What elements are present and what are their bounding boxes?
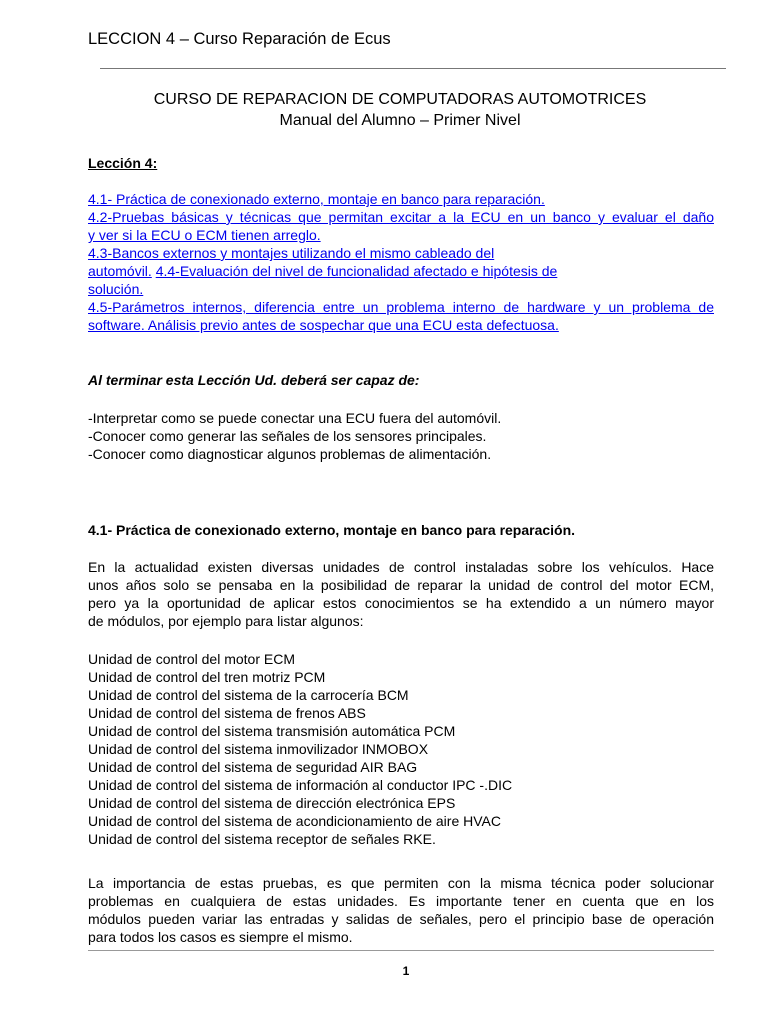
paragraph-line: para todos los casos es siempre el mismo. [88, 929, 353, 945]
toc-link-4-4-cont[interactable]: solución. [88, 281, 144, 297]
objectives-list [88, 409, 714, 463]
module-item: Unidad de control del sistema de frenos ABS [88, 705, 366, 721]
page-header-title: LECCION 4 – Curso Reparación de Ecus [88, 30, 391, 48]
toc-link-4-2[interactable]: 4.2-Pruebas básicas y técnicas que permitan excitar a la ECU en un banco y evaluar el daño [88, 209, 714, 225]
page-number: 1 [402, 964, 410, 978]
paragraph-line: de módulos, por ejemplo para listar algunos: [88, 613, 364, 629]
paragraph-line: En la actualidad existen diversas unidades de control instaladas sobre los vehículos. Hace [88, 559, 714, 575]
document-subtitle: Manual del Alumno – Primer Nivel [279, 112, 521, 129]
paragraph-line: La importancia de estas pruebas, es que permiten con la misma técnica poder solucionar [88, 875, 714, 891]
module-item: Unidad de control del sistema de acondicionamiento de aire HVAC [88, 813, 501, 829]
paragraph-line: problemas en cualquiera de estas unidades. Es importante tener en cuenta que en los [88, 893, 714, 909]
module-item: Unidad de control del sistema de la carrocería BCM [88, 687, 409, 703]
section-heading: 4.1- Práctica de conexionado externo, montaje en banco para reparación. [88, 522, 576, 538]
objectives-heading: Al terminar esta Lección Ud. deberá ser capaz de: [88, 372, 420, 388]
toc-link-4-5-cont[interactable]: software. Análisis previo antes de sospechar que una ECU esta defectuosa. [88, 317, 559, 333]
paragraph-line: unos años solo se pensaba en la posibilidad de reparar la unidad de control del motor ECM, [88, 577, 714, 593]
module-item: Unidad de control del motor ECM [88, 651, 295, 667]
toc-link-4-1[interactable]: 4.1- Práctica de conexionado externo, montaje en banco para reparación. [88, 191, 545, 207]
objective-item: -Interpretar como se puede conectar una ECU fuera del automóvil. [88, 410, 502, 426]
intro-paragraph [88, 558, 714, 630]
toc-link-4-3[interactable]: 4.3-Bancos externos y montajes utilizando el mismo cableado del [88, 245, 495, 261]
module-item: Unidad de control del sistema transmisión automática PCM [88, 723, 456, 739]
module-item: Unidad de control del sistema de dirección electrónica EPS [88, 795, 456, 811]
toc-link-4-4[interactable]: 4.4-Evaluación del nivel de funcionalidad afectado e hipótesis de [155, 263, 558, 279]
document-title: CURSO DE REPARACION DE COMPUTADORAS AUTOMOTRICES [153, 91, 647, 108]
closing-paragraph [88, 874, 714, 946]
table-of-contents [88, 190, 714, 334]
module-item: Unidad de control del tren motriz PCM [88, 669, 326, 685]
toc-link-4-5[interactable]: 4.5-Parámetros internos, diferencia entre un problema interno de hardware y un problema de [88, 299, 714, 315]
objective-item: -Conocer como generar las señales de los sensores principales. [88, 428, 487, 444]
toc-link-4-2-cont[interactable]: y ver si la ECU o ECM tienen arreglo. [88, 227, 321, 243]
paragraph-line: pero ya la oportunidad de aplicar estos conocimientos se ha extendido a un número mayor [88, 595, 714, 611]
objective-item: -Conocer como diagnosticar algunos problemas de alimentación. [88, 446, 492, 462]
module-list [88, 650, 714, 848]
module-item: Unidad de control del sistema inmovilizador INMOBOX [88, 741, 429, 757]
module-item: Unidad de control del sistema receptor de señales RKE. [88, 831, 436, 847]
paragraph-line: módulos pueden variar las entradas y salidas de señales, pero el principio base de operación [88, 911, 714, 927]
toc-link-4-3-cont[interactable]: automóvil. [88, 263, 152, 279]
module-item: Unidad de control del sistema de información al conductor IPC -.DIC [88, 777, 513, 793]
header-divider [100, 68, 726, 69]
module-item: Unidad de control del sistema de seguridad AIR BAG [88, 759, 418, 775]
footer-divider [88, 950, 714, 951]
lesson-label: Lección 4: [88, 155, 158, 171]
